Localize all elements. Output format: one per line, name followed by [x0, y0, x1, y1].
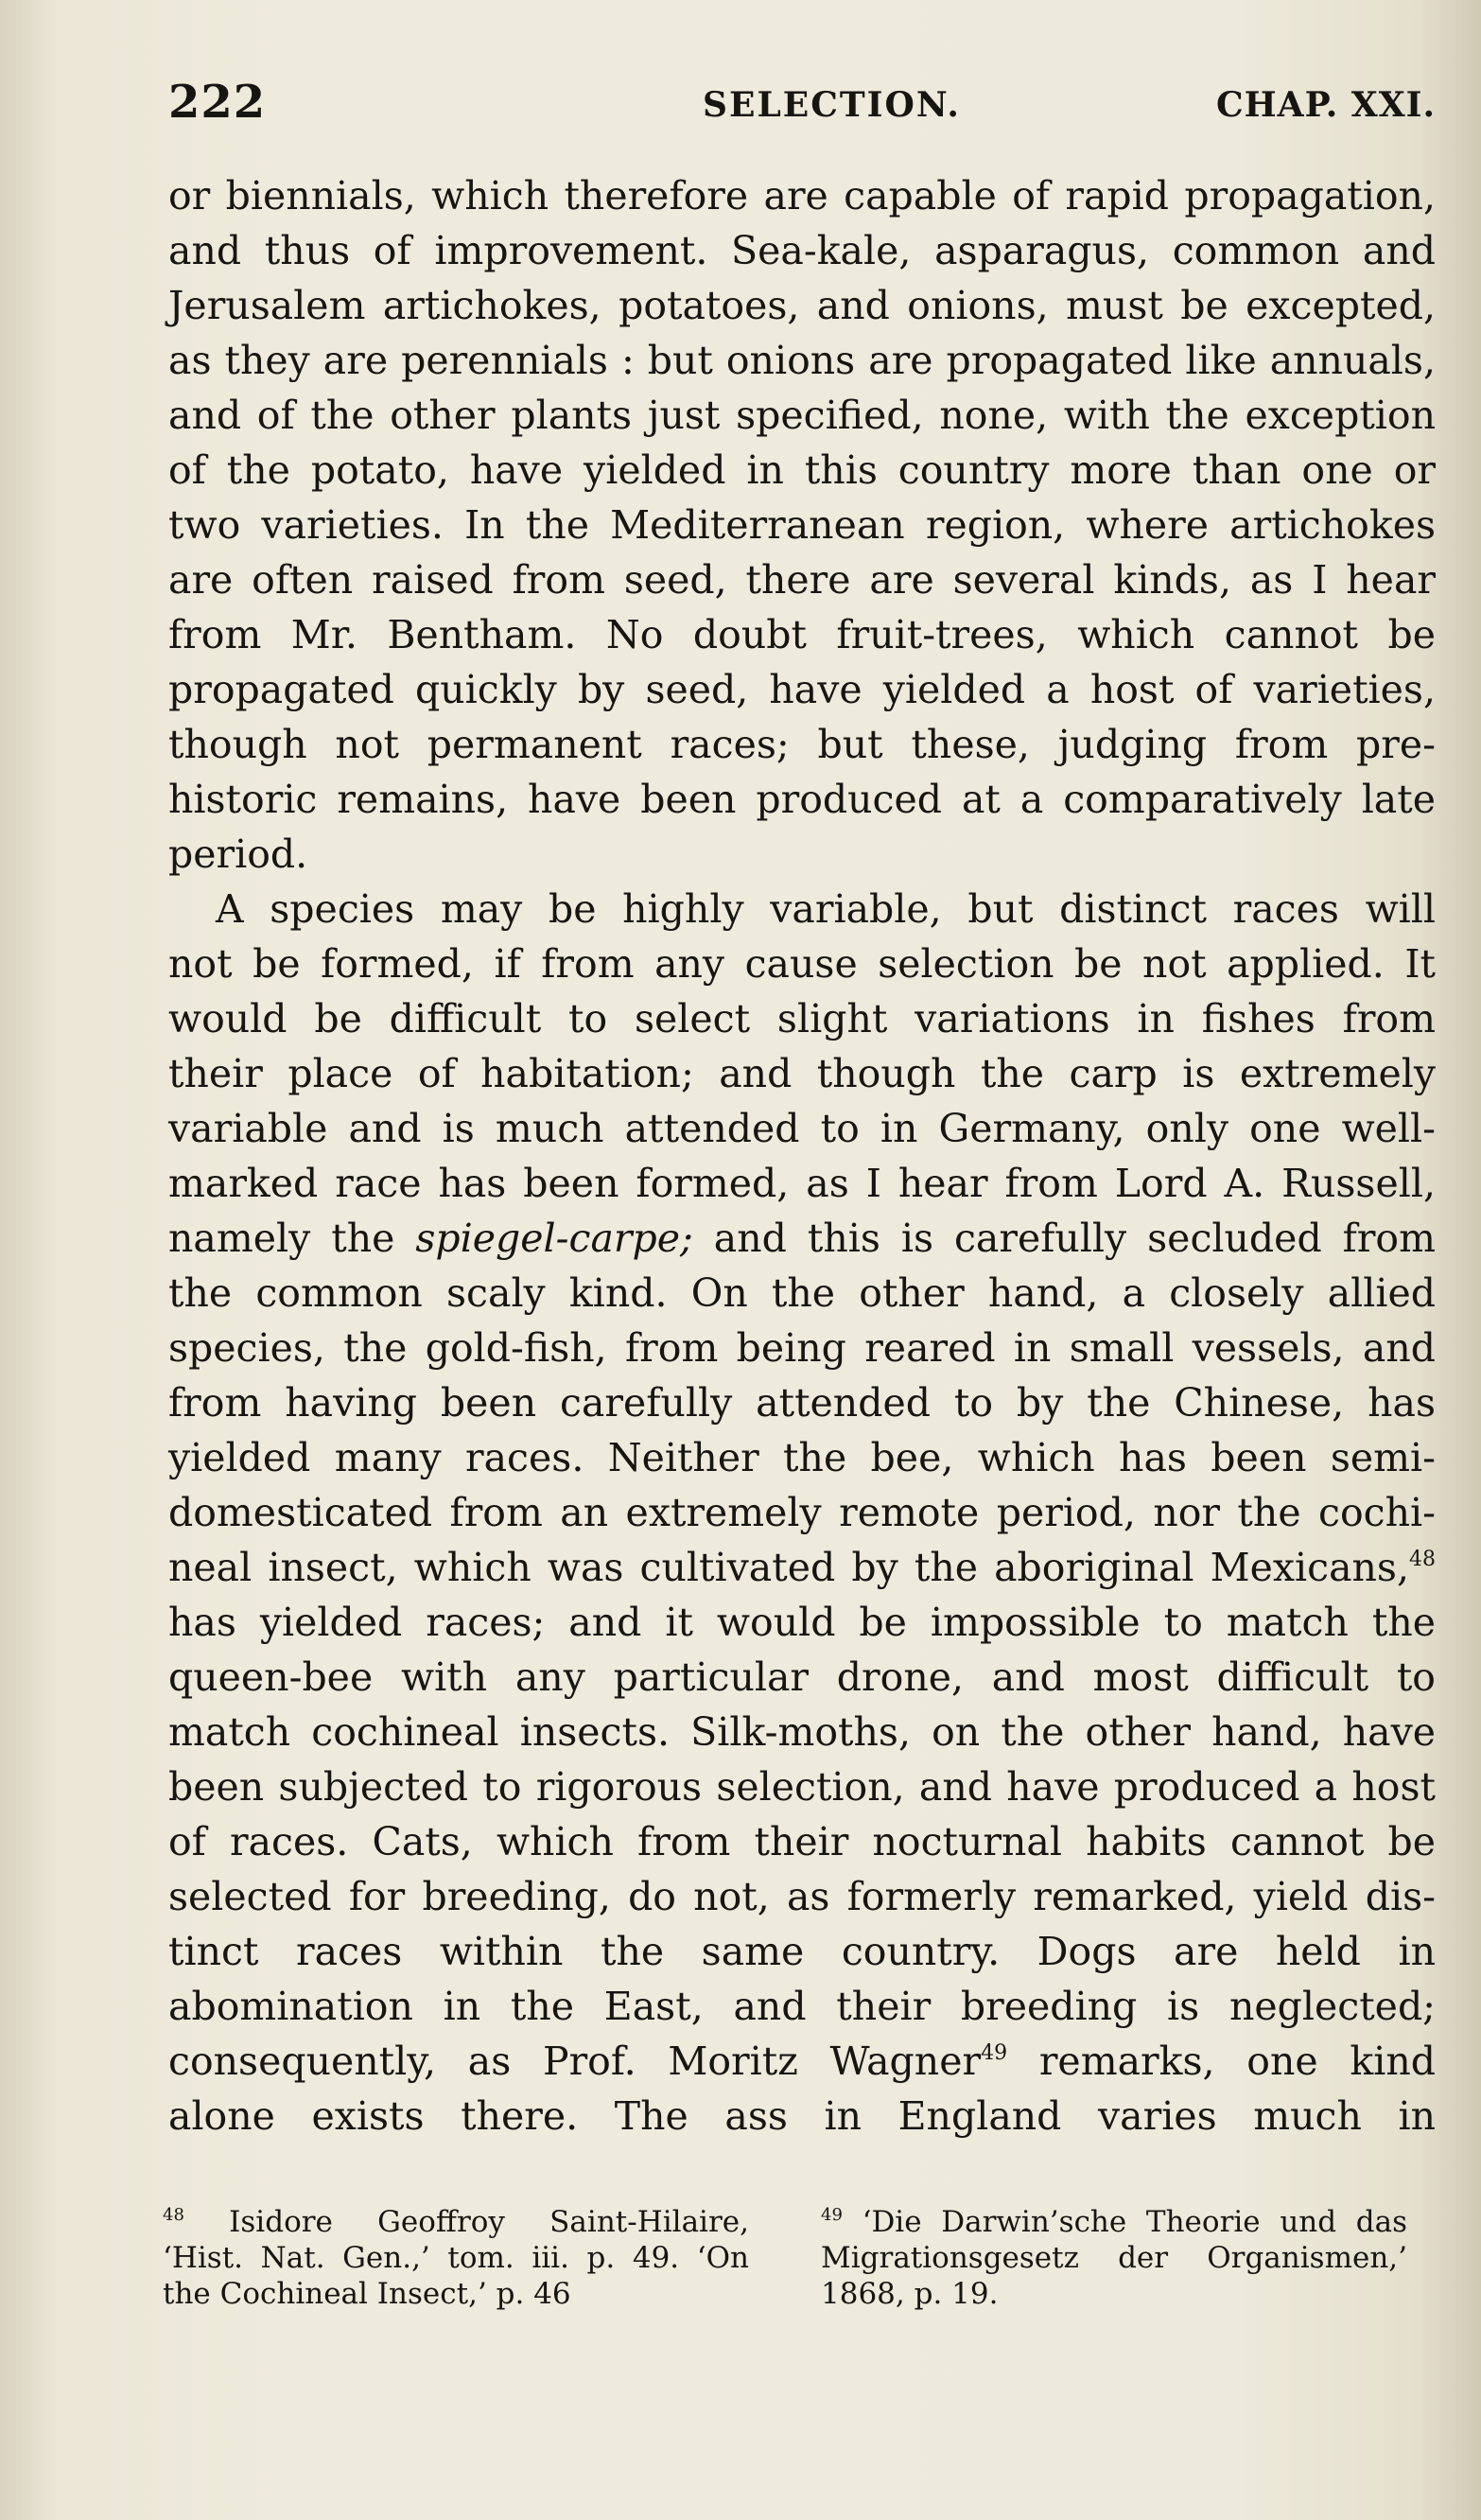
text-line: are often raised from seed, there are several kinds, as I hear: [168, 557, 1436, 603]
text-line: been subjected to rigorous selection, and have produced a host: [168, 1764, 1436, 1810]
footnote-marker: 49: [821, 2205, 843, 2225]
text-line: the common scaly kind. On the other hand, a closely allied: [168, 1270, 1436, 1316]
paragraph-start-line: A species may be highly variable, but distinct races will: [216, 886, 1436, 932]
text-line: match cochineal insects. Silk-moths, on the other hand, have: [168, 1709, 1436, 1755]
footnote-line: Migrationsgesetz der Organismen,’: [821, 2241, 1407, 2275]
text-line: queen-bee with any particular drone, and most difficult to: [168, 1654, 1436, 1700]
text-line: [168, 2034, 1436, 2089]
text-line: domesticated from an extremely remote period, nor the cochi-: [168, 1490, 1436, 1535]
footnote-line: ‘Hist. Nat. Gen.,’ tom. iii. p. 49. ‘On: [163, 2241, 749, 2275]
text-line: abomination in the East, and their breeding is neglected;: [168, 1984, 1436, 2029]
text-line: period.: [168, 831, 308, 877]
footnote-reference: 48: [1409, 1548, 1436, 1571]
text-line: tinct races within the same country. Dogs are held in: [168, 1929, 1436, 1974]
footnote-line: the Cochineal Insect,’ p. 46: [163, 2277, 571, 2311]
text-line: and thus of improvement. Sea-kale, asparagus, common and: [168, 228, 1436, 273]
footnote-49: [821, 2204, 1407, 2312]
footnote-reference: 49: [981, 2041, 1008, 2065]
footnote-line: [821, 2204, 1407, 2240]
text-line: selected for breeding, do not, as formerly remarked, yield dis-: [168, 1874, 1436, 1919]
text-line: alone exists there. The ass in England varies much in: [168, 2093, 1436, 2139]
footnote-line: [163, 2204, 749, 2240]
text-segment: neal insect, which was cultivated by the aboriginal Mexicans,: [168, 1545, 1409, 1590]
text-line: has yielded races; and it would be impossible to match the: [168, 1600, 1436, 1645]
text-line: of the potato, have yielded in this country more than one or: [168, 447, 1436, 493]
footnote-text: Isidore Geoffroy Saint-Hilaire,: [229, 2205, 749, 2239]
text-line: propagated quickly by seed, have yielded a host of varieties,: [168, 667, 1436, 712]
italic-term: spiegel-carpe;: [415, 1216, 693, 1261]
text-line: not be formed, if from any cause selection be not applied. It: [168, 941, 1436, 987]
text-line: species, the gold-fish, from being reared in small vessels, and: [168, 1325, 1436, 1371]
page-header: [168, 76, 1436, 142]
footnote-48: [163, 2204, 749, 2312]
footnote-line: 1868, p. 19.: [821, 2277, 999, 2311]
text-line: their place of habitation; and though the carp is extremely: [168, 1051, 1436, 1096]
text-line: Jerusalem artichokes, potatoes, and onions, must be excepted,: [168, 283, 1436, 328]
footnote-text: ‘Die Darwin’sche Theorie und das: [862, 2205, 1407, 2239]
text-line: from having been carefully attended to by the Chinese, has: [168, 1380, 1436, 1426]
footnote-marker: 48: [163, 2205, 184, 2225]
text-line: or biennials, which therefore are capable of rapid propagation,: [168, 173, 1436, 219]
text-line: [168, 1540, 1436, 1595]
text-segment: namely the: [168, 1216, 395, 1261]
text-line: historic remains, have been produced at a comparatively late: [168, 777, 1436, 822]
page-number: 222: [168, 76, 267, 129]
text-line: as they are perennials : but onions are propagated like annuals,: [168, 338, 1436, 383]
text-line: from Mr. Bentham. No doubt fruit-trees, which cannot be: [168, 612, 1436, 657]
text-line: yielded many races. Neither the bee, which has been semi-: [168, 1435, 1436, 1480]
text-line: of races. Cats, which from their nocturnal habits cannot be: [168, 1819, 1436, 1864]
text-line: [168, 1211, 1436, 1266]
text-line: marked race has been formed, as I hear from Lord A. Russell,: [168, 1161, 1436, 1206]
text-line: and of the other plants just specified, none, with the exception: [168, 393, 1436, 438]
text-segment: consequently, as Prof. Moritz Wagner: [168, 2039, 982, 2084]
chapter-label: CHAP. XXI.: [1215, 85, 1436, 125]
text-line: two varieties. In the Mediterranean region, where artichokes: [168, 502, 1436, 548]
text-line: though not permanent races; but these, judging from pre-: [168, 722, 1436, 767]
text-segment: remarks, one kind: [1038, 2039, 1436, 2084]
body-text: [168, 168, 1436, 2144]
text-segment: and this is carefully secluded from: [713, 1216, 1436, 1261]
text-line: would be difficult to select slight variations in fishes from: [168, 996, 1436, 1041]
text-line: variable and is much attended to in Germany, only one well-: [168, 1106, 1436, 1151]
running-title: SELECTION.: [703, 85, 961, 125]
